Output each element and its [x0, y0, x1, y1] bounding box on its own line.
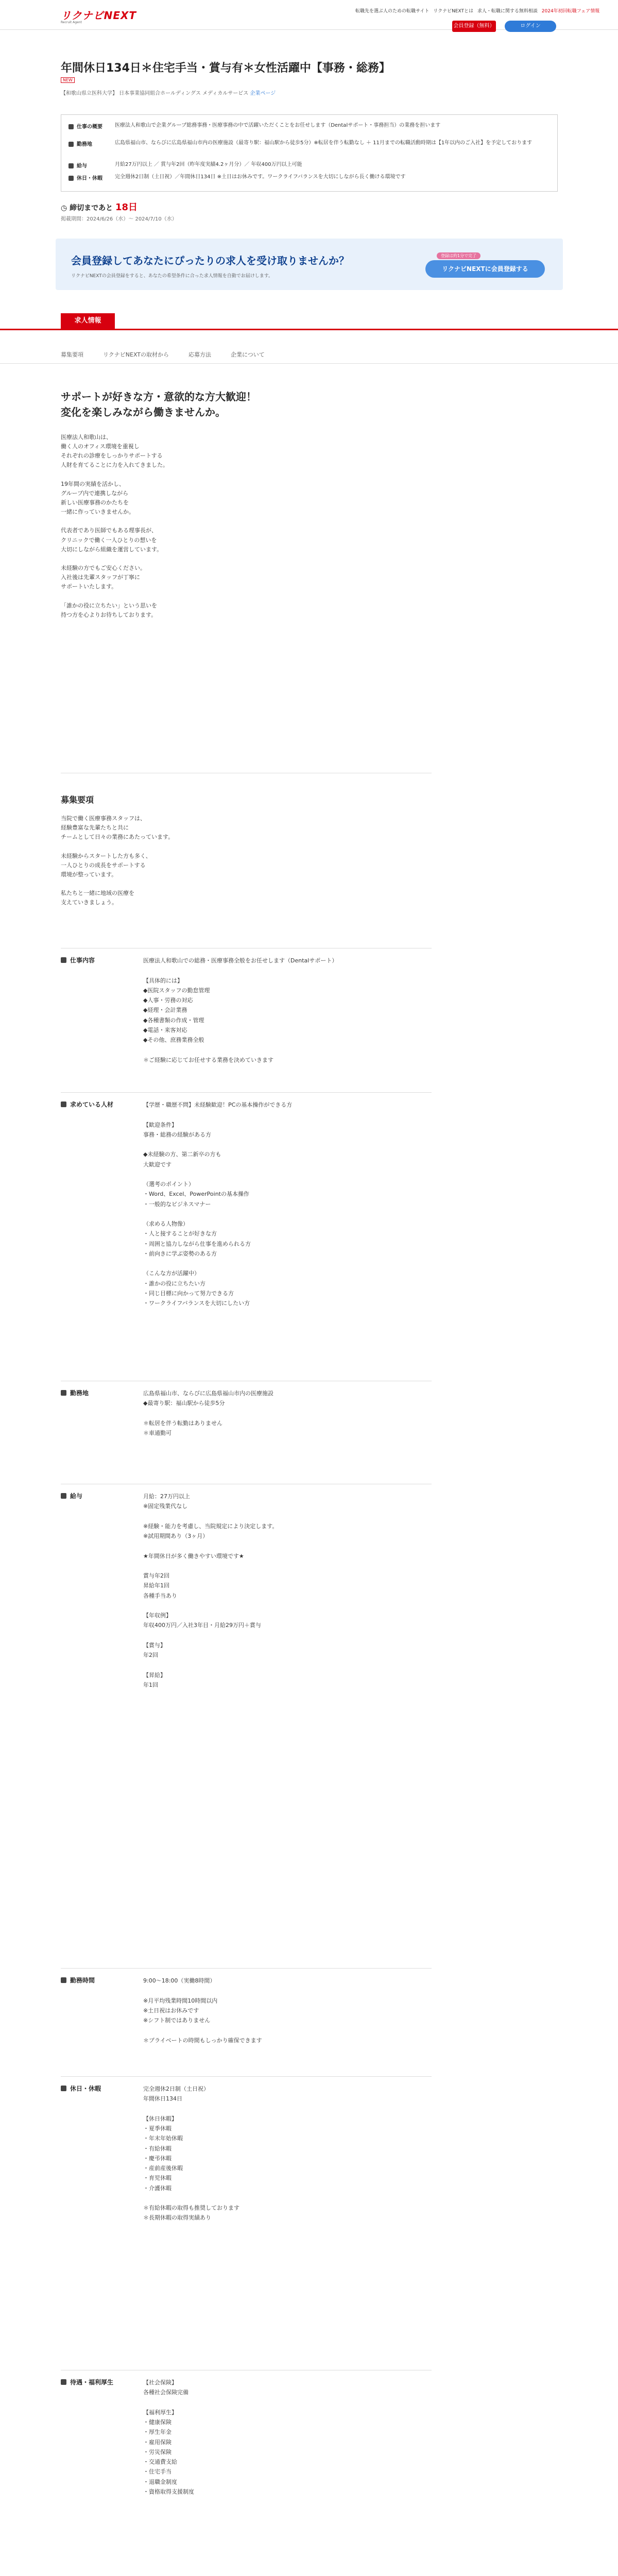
- subnav-interview[interactable]: リクナビNEXTの取材から: [103, 351, 169, 358]
- detail-value: 月給：27万円以上 ※固定残業代なし ※経験・能力を考慮し、当院規定により決定します。 ※試用期間あり（3ヶ月） ★年間休日が多く働きやすい環境です★ 賞与年2回 昇給年1回 各種手当あり 【年収例】 年収400万円／入社3年目・月給29万円＋賞与 【賞与】 年2回 【昇給】 年1回: [143, 1493, 278, 1688]
- detail-label: 待遇・福利厚生: [61, 2378, 133, 2386]
- recruit-title: 募集要項: [61, 795, 94, 805]
- detail-label: 求めている人材: [61, 1100, 133, 1109]
- detail-label: 休日・休暇: [61, 2084, 133, 2093]
- detail-row-salary: [61, 1484, 432, 1710]
- company-line: [61, 89, 276, 96]
- detail-row-requirements: [61, 1092, 432, 1381]
- logo-subtext: Recruit Agent: [61, 21, 82, 24]
- cta-title: 会員登録してあなたにぴったりの求人を受け取りませんか？: [71, 255, 349, 267]
- subnav-company[interactable]: 企業について: [231, 351, 265, 358]
- tab-job-info[interactable]: 求人情報: [61, 313, 115, 329]
- summary-row: [68, 161, 547, 169]
- summary-value: 広島県福山市、ならびに広島県福山市内の医療施設（最寄り駅：福山駅から徒歩5分）※転居を伴う転勤なし ＋ 11月までの転職活動時期は【1年以内のご入社】を予定しております: [115, 140, 533, 146]
- detail-row-location: [61, 1381, 432, 1484]
- intro-body: 医療法人和歌山は、 働く人のオフィス環境を重視し それぞれの診療をしっかりサポートする 人財を育てることに力を入れてきました。 19年間の実績を活かし、 グループ内で連携しながら 新しい医療事務のかたちを 一緒に作っていきませんか。 代表者であり医師でもある理事長が、 クリニックで働く一人ひとりの想いを 大切にしながら組織を運営しています。 未経験の方でもご安心ください。 入社後は先輩スタッフが丁寧に サポートいたします。 「誰かの役に立ちたい」という思いを 持つ方を心よりお待ちしております。: [61, 434, 168, 618]
- intro-heading: サポートが好きな方・意欲的な方大歓迎！ 変化を楽しみながら働きませんか。: [61, 391, 256, 418]
- deadline-prefix: 締切まであと: [70, 204, 113, 212]
- header-link[interactable]: 転職先を選ぶ人のための転職サイト: [355, 9, 430, 14]
- detail-label: 給与: [61, 1492, 133, 1500]
- login-button[interactable]: ログイン: [505, 21, 556, 32]
- detail-label: 勤務時間: [61, 1976, 133, 1985]
- company-page-link[interactable]: 企業ページ: [250, 91, 276, 96]
- detail-value: 【社会保険】 各種社会保険完備 【福利厚生】 ・健康保険 ・厚生年金 ・雇用保険 ・労災保険 ・交通費支給 ・住宅手当 ・退職金制度 ・資格取得支援制度: [143, 2379, 194, 2495]
- new-badge: NEW: [61, 77, 75, 83]
- detail-label: 仕事内容: [61, 956, 133, 964]
- clock-icon: ◷: [61, 204, 70, 212]
- summary-row: [68, 174, 547, 181]
- posting-period: 掲載期間：2024/6/26（水）～ 2024/7/10（水）: [61, 216, 177, 222]
- job-summary-box: [61, 114, 558, 192]
- summary-row: [68, 122, 547, 130]
- header-link[interactable]: 求人・転職に関する無料相談: [477, 9, 538, 14]
- cta-badge: 登録は約1分で完了: [437, 252, 480, 259]
- summary-value: 完全週休2日制（土日祝）／年間休日134日 ※土日はお休みです。ワークライフバランスを大切にしながら長く働ける環境です: [115, 174, 406, 180]
- location-icon: [68, 142, 74, 147]
- subnav-apply[interactable]: 応募方法: [188, 351, 212, 358]
- detail-value: 医療法人和歌山での総務・医療事務全般をお任せします（Dentalサポート） 【具体的には】 ◆医院スタッフの勤怠管理 ◆人事・労務の対応 ◆経理・会計業務 ◆各種書類の作成・管理 ◆電話・来客対応 ◆その他、庶務業務全般 ＊ご経験に応じてお任せする業務を決めていきます: [143, 957, 338, 1063]
- deadline-days: 18日: [115, 202, 138, 213]
- detail-value: 完全週休2日制（土日祝） 年間休日134日 【休日休暇】 ・夏季休暇 ・年末年始休暇 ・有給休暇 ・慶弔休暇 ・産前産後休暇 ・育児休暇 ・介護休暇 ＊有給休暇の取得も推奨しております ＊長期休暇の取得実績あり: [143, 2086, 239, 2222]
- header-link-fair[interactable]: 2024年初回転職フェア情報: [541, 9, 600, 14]
- detail-value: 広島県福山市、ならびに広島県福山市内の医療施設 ◆最寄り駅：福山駅から徒歩5分 ＊転居を伴う転勤はありません ＊車通勤可: [143, 1390, 273, 1436]
- company-name: 【和歌山県立医科大学】 日本事業協同組合ホールディングス メディカルサービス: [61, 91, 249, 96]
- detail-value: 9:00～18:00（実働8時間） ※月平均残業時間10時間以内 ※土日祝はお休みです ※シフト制ではありません ＊プライベートの時間もしっかり確保できます: [143, 1977, 262, 2044]
- summary-label: 給与: [77, 163, 87, 169]
- deadline: [61, 200, 138, 213]
- tab-underline: [0, 329, 618, 330]
- cta-register-button[interactable]: リクナビNEXTに会員登録する: [425, 260, 545, 278]
- summary-value: 月給27万円以上 ／ 賞与年2回（昨年度実績4.2ヶ月分）／ 年収400万円以上可能: [115, 162, 302, 167]
- summary-label: 仕事の概要: [77, 124, 102, 130]
- summary-row: [68, 140, 547, 147]
- header-link[interactable]: リクナビNEXTとは: [433, 9, 473, 14]
- yen-icon: [68, 163, 74, 168]
- page-title: 年間休日134日＊住宅手当・賞与有＊女性活躍中【事務・総務】: [61, 62, 390, 75]
- header-links: [355, 7, 602, 14]
- detail-row-job-content: [61, 948, 432, 1092]
- section-nav: [61, 350, 284, 359]
- subnav-requirements[interactable]: 募集要項: [61, 351, 83, 358]
- calendar-icon: [68, 176, 74, 181]
- summary-label: 休日・休暇: [77, 176, 102, 181]
- briefcase-icon: [68, 124, 74, 129]
- detail-row-holidays: [61, 2076, 432, 2282]
- recruit-text: 当院で働く医療事務スタッフは、 経験豊富な先輩たちと共に チームとして日々の業務にあたっています。 未経験からスタートした方も多く、 一人ひとりの成長をサポートする 環境が整っています。 私たちと一緒に地域の医療を 支えていきましょう。: [61, 815, 174, 906]
- detail-label: 勤務地: [61, 1388, 133, 1397]
- register-button[interactable]: 会員登録（無料）: [452, 21, 496, 32]
- detail-value: 【学歴・職歴不問】未経験歓迎！PCの基本操作ができる方 【歓迎条件】 事務・総務の経験がある方 ◆未経験の方、第二新卒の方も 大歓迎です （選考のポイント） ・Word、Excel、PowerPointの基本操作 ・一般的なビジネスマナー （求める人物像） ・人と接することが好きな方 ・周囲と協力しながら仕事を進められる方 ・前向きに学ぶ姿勢のある方 （こんな方が活躍中） ・誰かの役に立ちたい方 ・同じ目標に向かって努力できる方 ・ワークライフバランスを大切にしたい方: [143, 1101, 293, 1307]
- summary-value: 医療法人和歌山で企業グループ総務事務・医療事務の中で活躍いただくことをお任せします（Dentalサポート・事務担当）の業務を担います: [115, 123, 441, 128]
- summary-label: 勤務地: [77, 142, 92, 147]
- site-logo[interactable]: リクナビNEXT: [61, 9, 137, 22]
- detail-row-benefits: [61, 2370, 432, 2545]
- detail-row-hours: [61, 1968, 432, 2071]
- cta-subtext: リクナビNEXTの会員登録をすると、あなたの希望条件に合った求人情報を自動でお届けします。: [71, 274, 273, 279]
- divider: [0, 363, 618, 364]
